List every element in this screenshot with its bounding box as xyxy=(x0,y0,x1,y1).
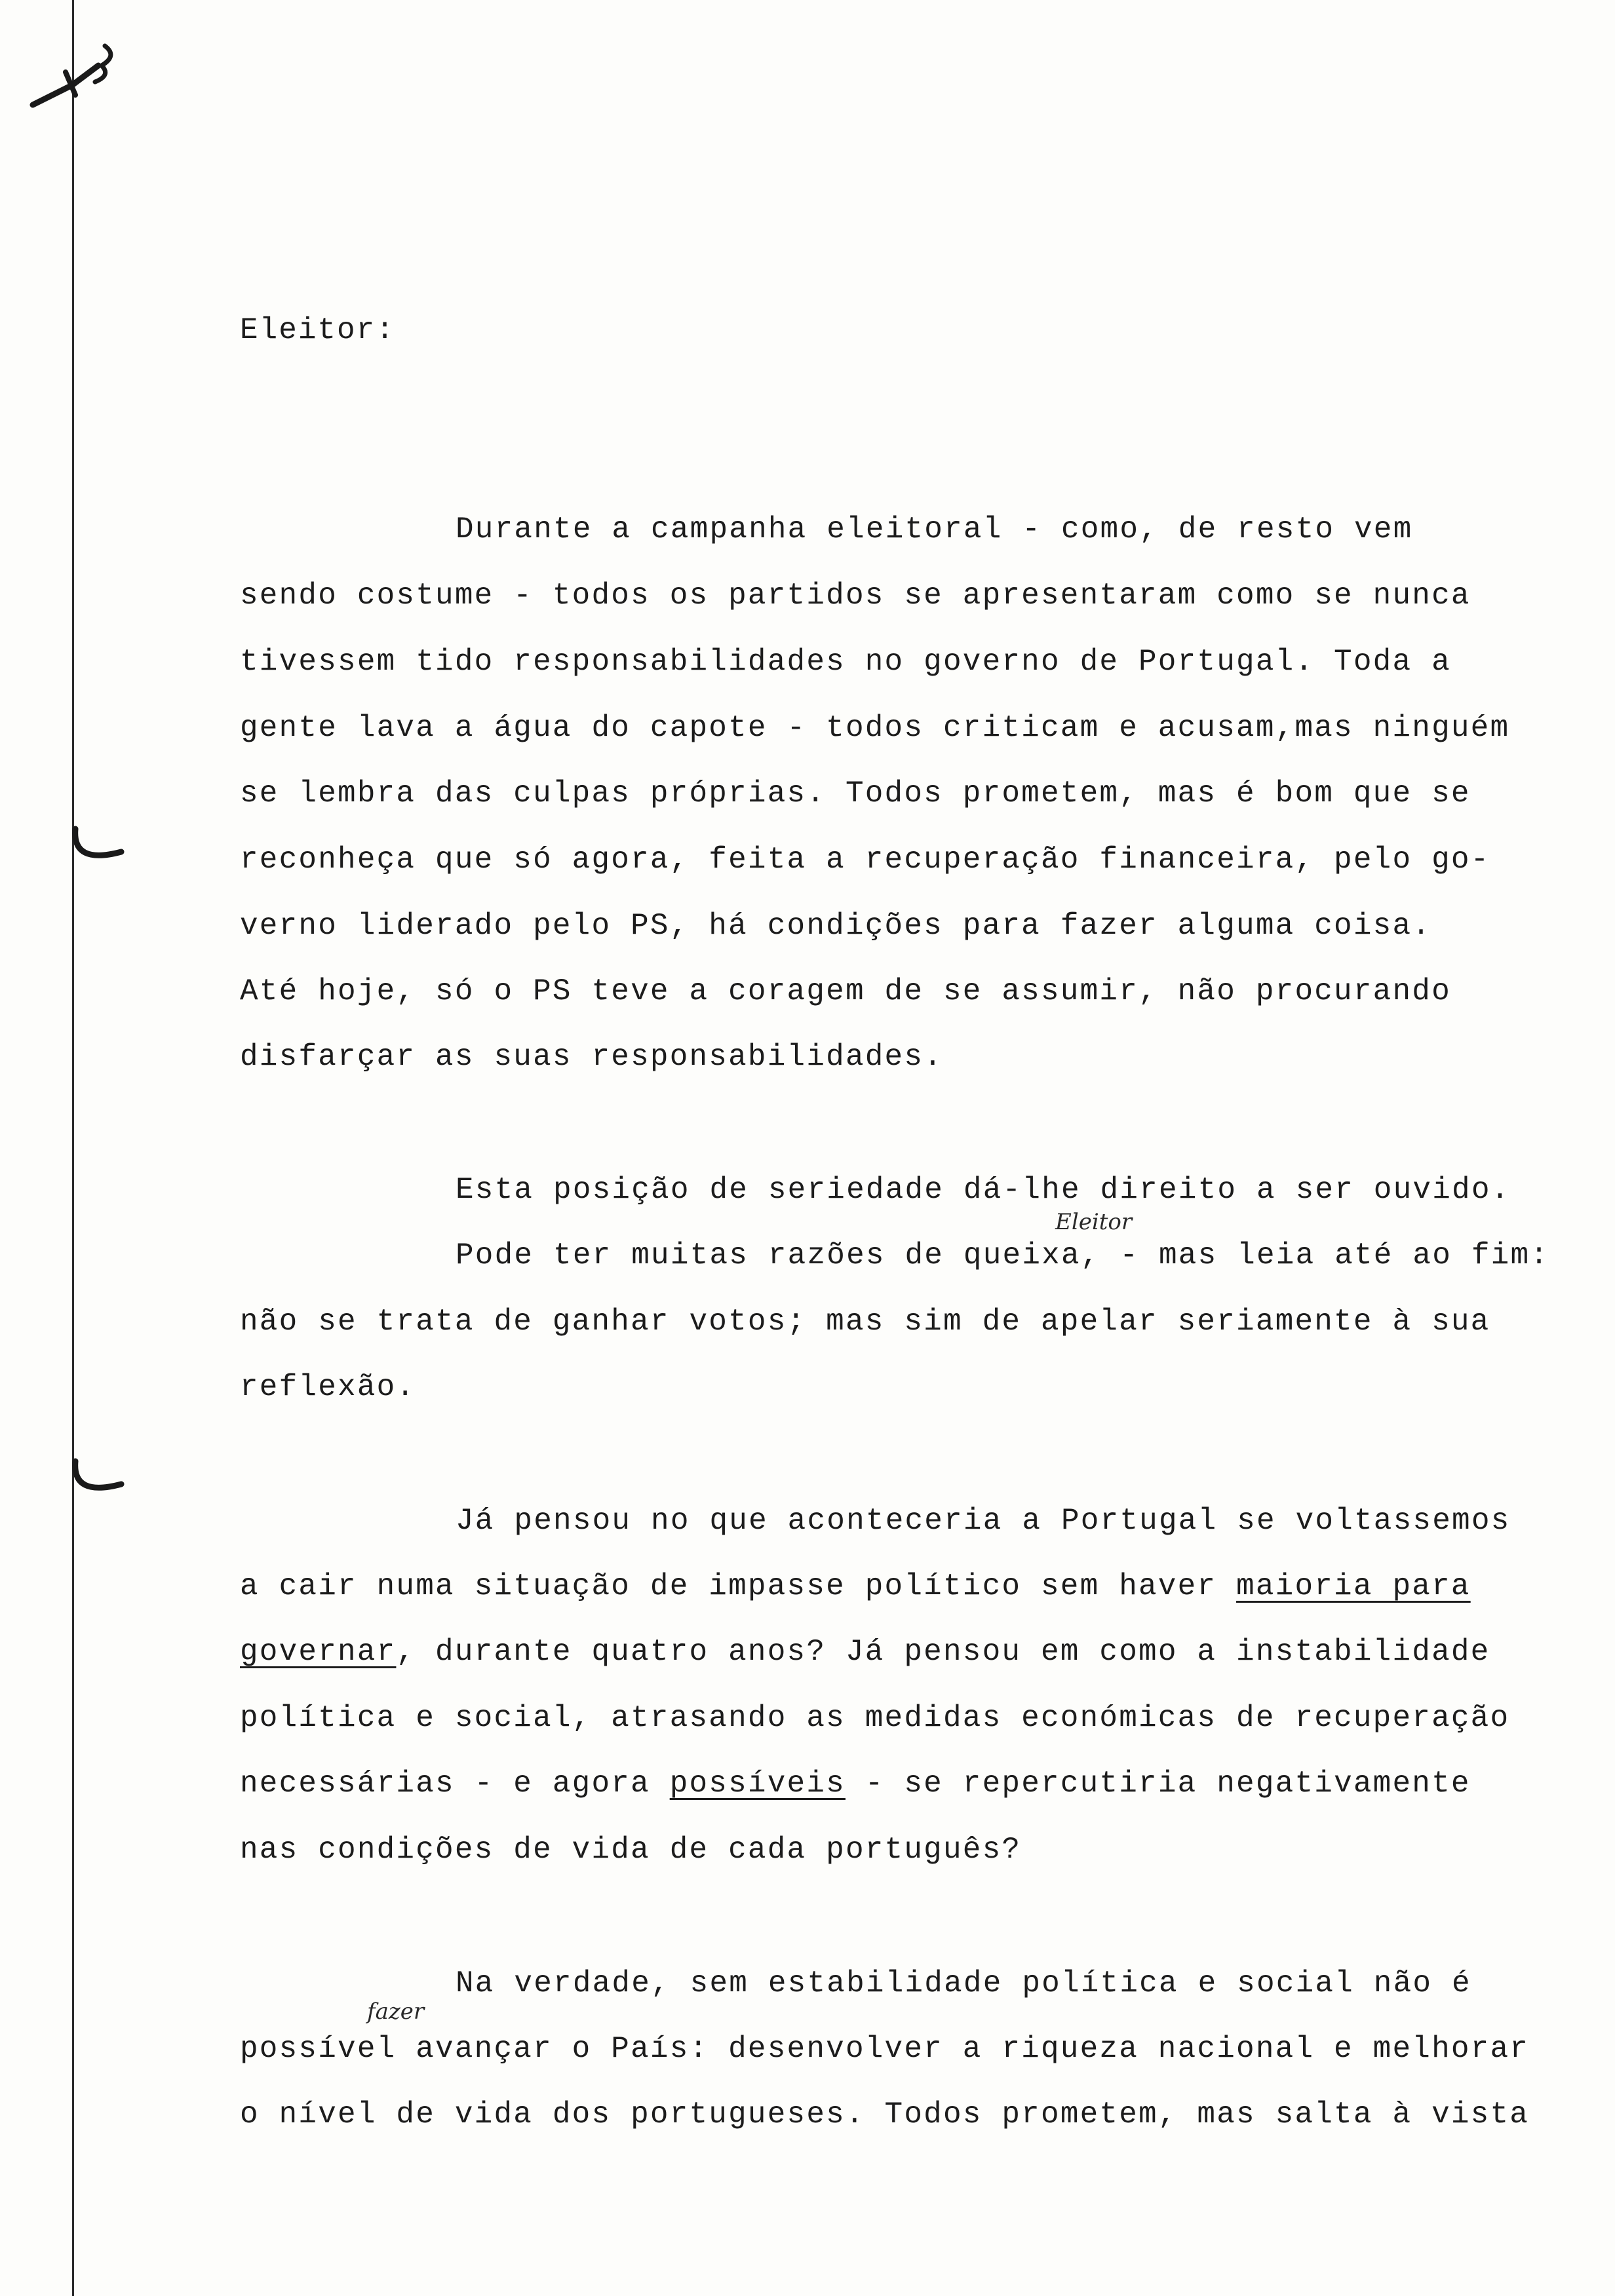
paragraph-3-line-2 xyxy=(240,1571,1471,1601)
paragraph-1-line-5: se lembra das culpas próprias. Todos prometem, mas é bom que se xyxy=(240,776,1471,811)
underlined-governar: governar xyxy=(240,1635,397,1669)
paragraph-2-line-2: Pode ter muitas razões de queixa, - mas leia até ao fim: xyxy=(456,1238,1550,1272)
left-margin-line xyxy=(72,0,74,2296)
margin-bracket-mark-2-icon xyxy=(66,1455,131,1507)
paragraph-3-line-6: nas condições de vida de cada português? xyxy=(240,1833,1022,1867)
handwritten-note-eleitor: Eleitor xyxy=(1055,1209,1133,1235)
paragraph-1-line-7: verno liderado pelo PS, há condições para fazer alguma coisa. xyxy=(240,909,1432,943)
paragraph-4-line-2: possível avançar o País: desenvolver a riqueza nacional e melhorar xyxy=(240,2032,1530,2066)
paragraph-3-line-5-rest: - se repercutiria negativamente xyxy=(845,1767,1471,1801)
paragraph-3-line-2-text: a cair numa situação de impasse político sem haver xyxy=(240,1569,1237,1603)
paragraph-2-line-1: Esta posição de seriedade dá-lhe direito a ser ouvido. xyxy=(456,1173,1511,1207)
underlined-maioria-para: maioria para xyxy=(1236,1569,1471,1603)
paragraph-2-line-4: reflexão. xyxy=(240,1370,416,1404)
paragraph-3-line-3 xyxy=(240,1637,1490,1667)
paragraph-3-line-1: Já pensou no que aconteceria a Portugal se voltassemos xyxy=(456,1504,1511,1538)
handwritten-note-fazer: fazer xyxy=(367,1999,425,2025)
paragraph-1-line-3: tivessem tido responsabilidades no governo de Portugal. Toda a xyxy=(240,645,1451,679)
paragraph-3-line-3-text: , durante quatro anos? Já pensou em como a instabilidade xyxy=(396,1635,1490,1669)
paragraph-2-line-3: não se trata de ganhar votos; mas sim de apelar seriamente à sua xyxy=(240,1305,1490,1339)
paragraph-3-line-5-text: necessárias - e agora xyxy=(240,1767,670,1801)
paragraph-4-line-3: o nível de vida dos portugueses. Todos prometem, mas salta à vista xyxy=(240,2097,1530,2132)
paragraph-1-line-8: Até hoje, só o PS teve a coragem de se assumir, não procurando xyxy=(240,974,1451,1008)
paragraph-1-line-4: gente lava a água do capote - todos criticam e acusam,mas ninguém xyxy=(240,711,1510,745)
paragraph-3-line-5 xyxy=(240,1769,1471,1799)
paragraph-1-line-6: reconheça que só agora, feita a recuperação financeira, pelo go- xyxy=(240,843,1490,877)
underlined-possiveis: possíveis xyxy=(669,1767,846,1801)
paragraph-1-line-1: Durante a campanha eleitoral - como, de resto vem xyxy=(456,512,1413,546)
paragraph-1-line-2: sendo costume - todos os partidos se apresentaram como se nunca xyxy=(240,579,1471,613)
paragraph-4-line-1: Na verdade, sem estabilidade política e social não é xyxy=(456,1966,1471,2000)
handwritten-mark-top-icon xyxy=(26,26,118,118)
paragraph-3-line-4: política e social, atrasando as medidas económicas de recuperação xyxy=(240,1701,1510,1735)
salutation: Eleitor: xyxy=(240,313,395,347)
paragraph-1-line-9: disfarçar as suas responsabilidades. xyxy=(240,1040,943,1074)
margin-bracket-mark-1-icon xyxy=(66,822,131,875)
